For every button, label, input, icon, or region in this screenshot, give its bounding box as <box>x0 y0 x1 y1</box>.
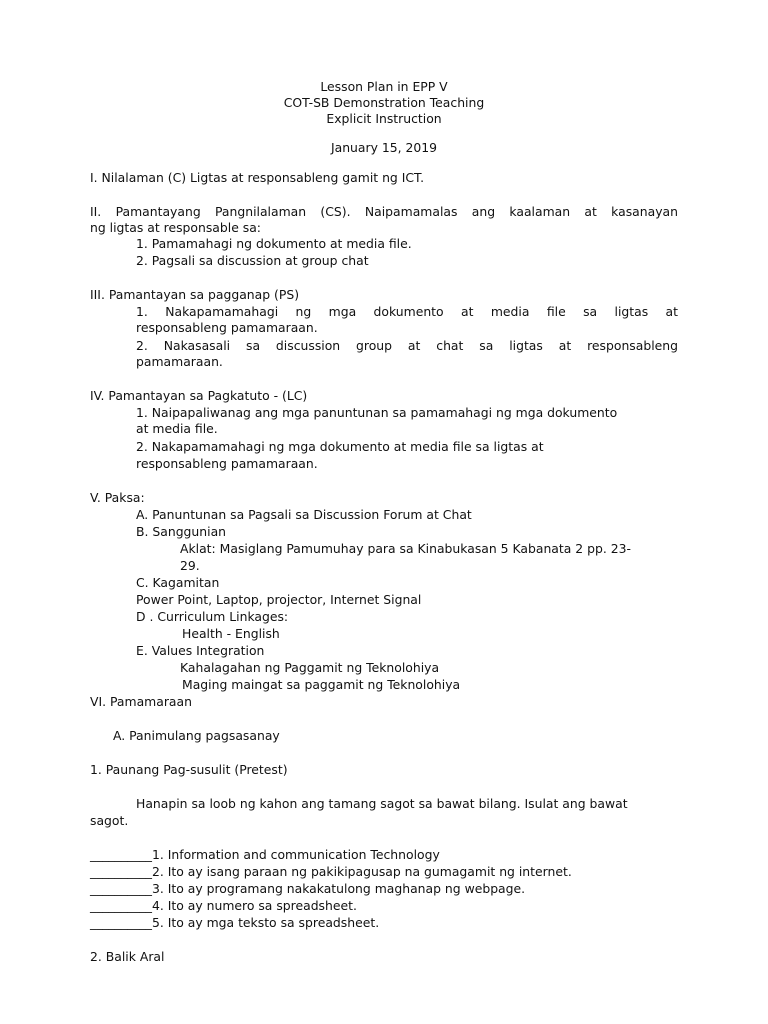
pretest-instruction-line1: Hanapin sa loob ng kahon ang tamang sagot sa bawat bilang. Isulat ang bawat <box>136 796 628 811</box>
paksa-item-e: E. Values Integration <box>136 643 265 658</box>
paksa-value-1: Kahalagahan ng Paggamit ng Teknolohiya <box>180 660 440 675</box>
lc-item-1b: at media file. <box>136 421 218 436</box>
section-nilalaman: I. Nilalaman (C) Ligtas at responsableng gamit ng ICT. <box>90 170 425 185</box>
balik-aral-heading: 2. Balik Aral <box>90 949 165 964</box>
section-cs-line2: ng ligtas at responsable sa: <box>90 220 261 235</box>
ps-item-1b: responsableng pamamaraan. <box>136 320 318 335</box>
paksa-materials: Power Point, Laptop, projector, Internet Signal <box>136 592 422 607</box>
paksa-reference-line2: 29. <box>180 558 200 573</box>
cs-item-1: 1. Pamamahagi ng dokumento at media file. <box>136 236 412 251</box>
ps-item-2b: pamamaraan. <box>136 354 223 369</box>
ps-item-1a: 1. Nakapamamahagi ng mga dokumento at media file sa ligtas at <box>136 304 678 319</box>
paksa-item-d: D . Curriculum Linkages: <box>136 609 289 624</box>
paksa-linkages: Health - English <box>182 626 280 641</box>
pamamaraan-item-a: A. Panimulang pagsasanay <box>113 728 280 743</box>
paksa-item-c: C. Kagamitan <box>136 575 220 590</box>
paksa-value-2: Maging maingat sa paggamit ng Teknolohiya <box>182 677 461 692</box>
section-lc-heading: IV. Pamantayan sa Pagkatuto - (LC) <box>90 388 308 403</box>
document-title: Lesson Plan in EPP V <box>320 79 448 94</box>
section-paksa-heading: V. Paksa: <box>90 490 145 505</box>
pretest-instruction-line2: sagot. <box>90 813 129 828</box>
pretest-heading: 1. Paunang Pag-susulit (Pretest) <box>90 762 288 777</box>
pretest-question-3: __________3. Ito ay programang nakakatulong maghanap ng webpage. <box>90 881 526 896</box>
ps-item-2a: 2. Nakasasali sa discussion group at chat sa ligtas at responsableng <box>136 338 678 353</box>
cs-item-2: 2. Pagsali sa discussion at group chat <box>136 253 369 268</box>
document-method: Explicit Instruction <box>326 111 442 126</box>
paksa-reference-line1: Aklat: Masiglang Pamumuhay para sa Kinabukasan 5 Kabanata 2 pp. 23- <box>180 541 631 556</box>
paksa-item-b: B. Sanggunian <box>136 524 227 539</box>
section-ps-heading: III. Pamantayan sa pagganap (PS) <box>90 287 300 302</box>
lc-item-2b: responsableng pamamaraan. <box>136 456 318 471</box>
section-cs-line1: II. Pamantayang Pangnilalaman (CS). Naipamamalas ang kaalaman at kasanayan <box>90 204 678 219</box>
document-subtitle: COT-SB Demonstration Teaching <box>283 95 485 110</box>
pretest-question-2: __________2. Ito ay isang paraan ng pakikipagusap na gumagamit ng internet. <box>90 864 572 879</box>
pretest-question-1: __________1. Information and communication Technology <box>90 847 440 862</box>
lc-item-1a: 1. Naipapaliwanag ang mga panuntunan sa pamamahagi ng mga dokumento <box>136 405 618 420</box>
paksa-item-a: A. Panuntunan sa Pagsali sa Discussion Forum at Chat <box>136 507 472 522</box>
section-pamamaraan-heading: VI. Pamamaraan <box>90 694 192 709</box>
pretest-question-5: __________5. Ito ay mga teksto sa spreadsheet. <box>90 915 380 930</box>
pretest-question-4: __________4. Ito ay numero sa spreadsheet. <box>90 898 357 913</box>
document-date: January 15, 2019 <box>330 140 438 155</box>
lc-item-2a: 2. Nakapamamahagi ng mga dokumento at media file sa ligtas at <box>136 439 544 454</box>
